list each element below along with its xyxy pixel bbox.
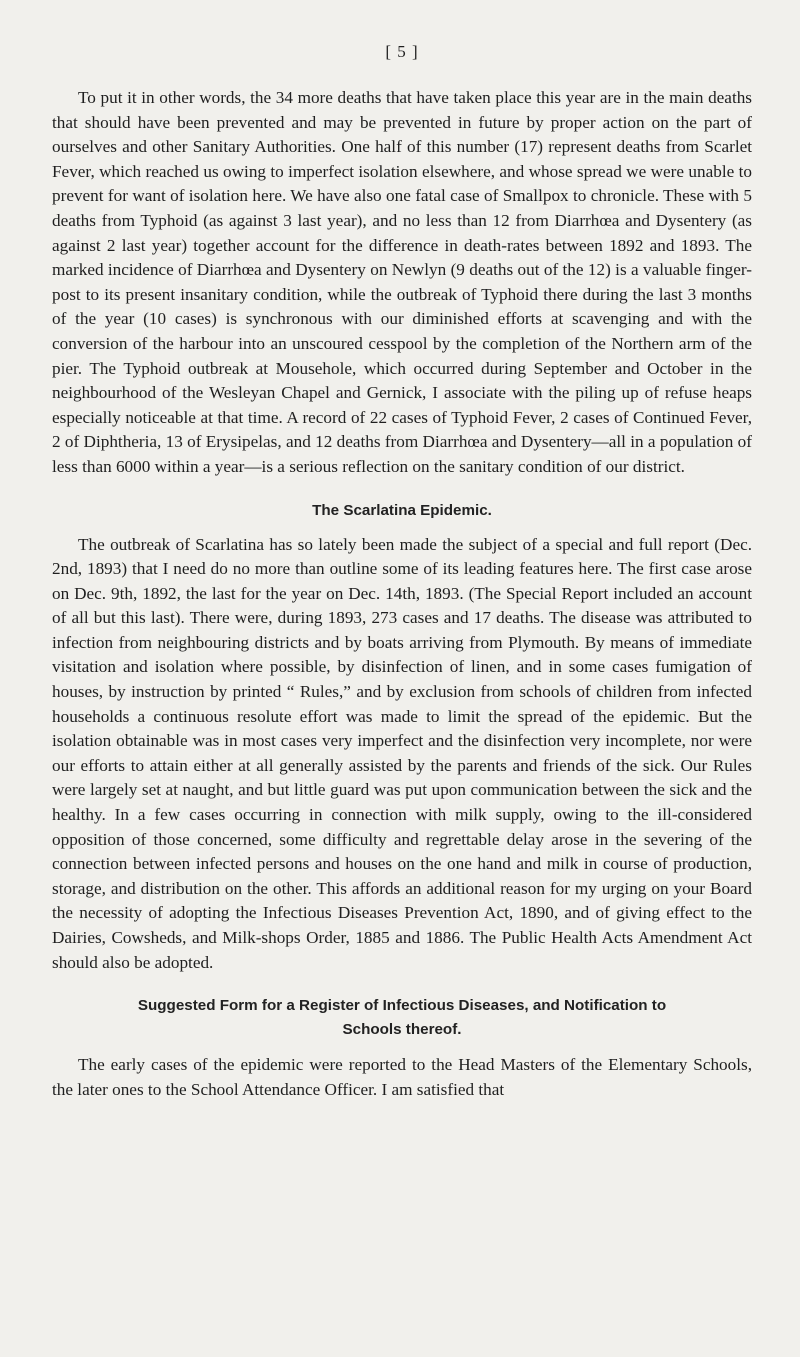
scarlatina-heading-block xyxy=(52,499,752,522)
register-heading-block xyxy=(52,994,752,1042)
register-heading-line-1: Suggested Form for a Register of Infectious Diseases, and Notification to xyxy=(137,997,667,1015)
scarlatina-paragraph: The outbreak of Scarlatina has so lately been made the subject of a special and full report (Dec. 2nd, 1893) that I need do no more than outline some of its leading features here. The first case arose on Dec. 9th, 1892, the last for the year on Dec. 14th, 1893. (The Special Report included an account of all but this last). There were, during 1893, 273 cases and 17 deaths. The disease was attributed to infection from neighbouring districts and by boats arriving from Plymouth. By means of immediate visitation and isolation where possible, by disinfection of linen, and in some cases fumigation of houses, by instruction by printed “ Rules,” and by exclusion from schools of children from infected households a continuous resolute effort was made to limit the spread of the epidemic. But the isolation obtainable was in most cases very imperfect and the disinfection very incomplete, nor were our efforts to attain either at all generally assisted by the parents and friends of the sick. Our Rules were largely set at naught, and but little guard was put upon communication between the sick and the healthy. In a few cases occurring in connection with milk supply, owing to the ill-considered opposition of those concerned, some difficulty and regrettable delay arose in the severing of the connection between infected persons and houses on the one hand and milk in course of production, storage, and distribution on the other. This affords an additional reason for my urging on your Board the necessity of adopting the Infectious Diseases Prevention Act, 1890, and of giving effect to the Dairies, Cowsheds, and Milk-shops Order, 1885 and 1886. The Public Health Acts Amendment Act should also be adopted. xyxy=(52,534,752,972)
scarlatina-heading: The Scarlatina Epidemic. xyxy=(312,501,492,519)
intro-paragraph: To put it in other words, the 34 more deaths that have taken place this year are in the main deaths that should have been prevented and may be prevented in future by proper action on the part of ourselves and other Sanitary Authorities. One half of this number (17) represent deaths from Scarlet Fever, which reached us owing to imperfect isolation elsewhere, and whose spread we were unable to prevent for want of isolation here. We have also one fatal case of Smallpox to chronicle. These with 5 deaths from Typhoid (as against 3 last year), and no less than 12 from Diarrhœa and Dysentery (as against 2 last year) together account for the difference in death-rates between 1892 and 1893. The marked incidence of Diarrhœa and Dysentery on Newlyn (9 deaths out of the 12) is a valuable finger-post to its present insanitary condition, while the outbreak of Typhoid there during the last 3 months of the year (10 cases) is synchronous with our diminished efforts at scavenging and with the conversion of the harbour into an unscoured cesspool by the completion of the Northern arm of the pier. The Typhoid outbreak at Mousehole, which occurred during September and October in the neighbourhood of the Wesleyan Chapel and Gernick, I associate with the piling up of refuse heaps especially noticeable at that time. A record of 22 cases of Typhoid Fever, 2 cases of Continued Fever, 2 of Diphtheria, 13 of Erysipelas, and 12 deaths from Diarrhœa and Dysentery—all in a population of less than 6000 within a year—is a serious reflection on the sanitary condition of our district. xyxy=(52,88,752,476)
register-paragraph: The early cases of the epidemic were reported to the Head Masters of the Elementary Schools, the later ones to the School Attendance Officer. I am satisfied that xyxy=(52,1055,752,1099)
register-heading-line-2: Schools thereof. xyxy=(342,1021,462,1039)
page-number: [ 5 ] xyxy=(385,42,419,61)
